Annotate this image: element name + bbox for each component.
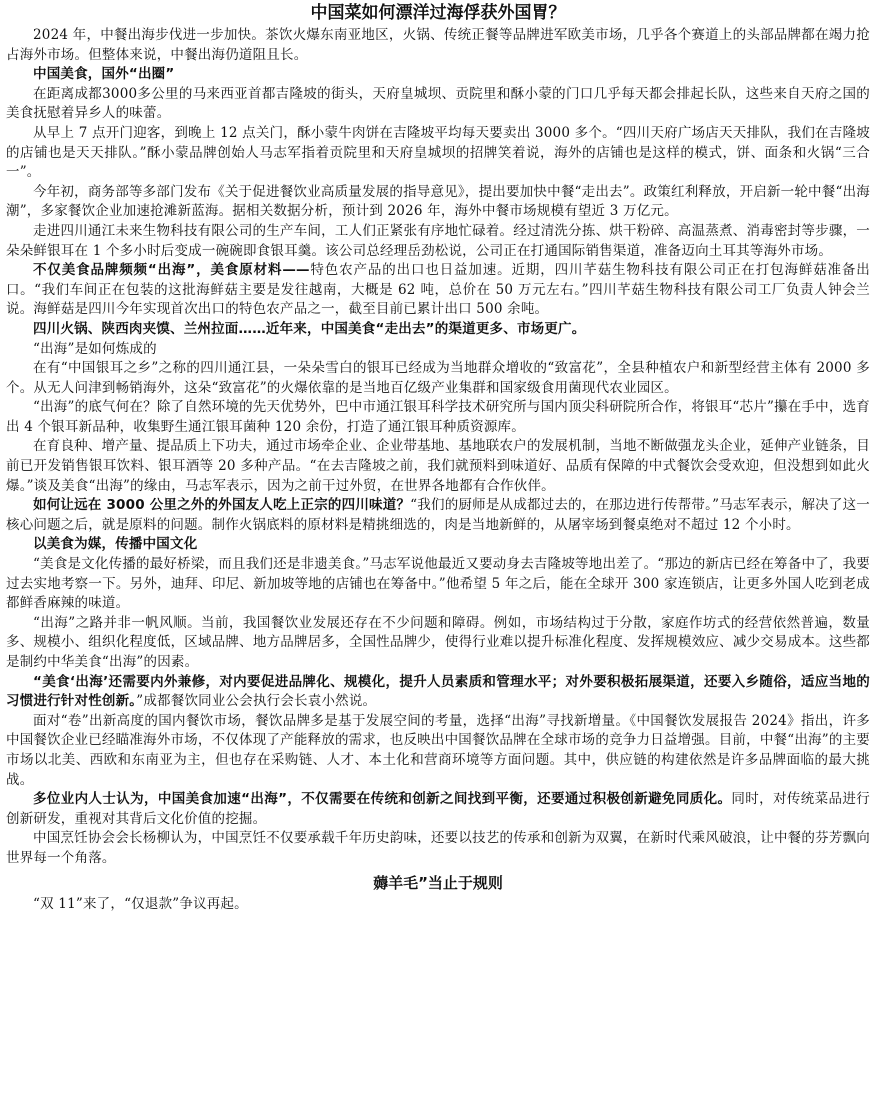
paragraph: “双 11”来了，“仅退款”争议再起。 [33,895,248,912]
paragraph: 今年初，商务部等多部门发布《关于促进餐饮业高质量发展的指导意见》，提出要加快中餐“走出去”。政策红利释放，开启新一轮中餐“出海潮”，多家餐饮企业加速抢滩新蓝海。据相关数据分析，预计到 2026 年，海外中餐市场规模有望近 3 万亿元。 [6,183,870,220]
bold-lead: “美食‘出海’还需要内外兼修，对内要促进品牌化、规模化，提升人员素质和管理水平；对外要积极拓展渠道，还要入乡随俗，适应当地的习惯进行针对性创新。 [6,673,870,710]
paragraph: 走进四川通江未来生物科技有限公司的生产车间，工人们正紧张有序地忙碌着。经过清洗分拣、烘干粉碎、高温蒸煮、消毒密封等步骤，一朵朵鲜银耳在 1 个多小时后变成一碗碗即食银耳羹。该公司总经理岳劲松说，公司正在打通国际销售渠道，准备迈向土耳其等海外市场。 [6,222,870,259]
paragraph [6,496,870,535]
section-heading: 以美食为媒，传播中国文化 [33,536,198,553]
paragraph: 在距离成都3000多公里的马来西亚首都吉隆坡的街头，天府皇城坝、贡院里和酥小蒙的门口几乎每天都会排起长队，这些来自天府之国的美食抚慰着异乡人的味蕾。 [6,85,870,122]
paragraph [6,261,870,320]
bold-lead: 不仅美食品牌频频“出海”，美食原材料—— [33,262,310,279]
paragraph [6,673,870,712]
paragraph: “出海”之路并非一帆风顺。当前，我国餐饮业发展还存在不少问题和障碍。例如，市场结构过于分散，家庭作坊式的经营依然普遍，数量多、规模小、组织化程度低，区域品牌、地方品牌居多，全国性品牌少，使得行业难以提升标准化程度、发挥规模效应、减少交易成本。这些都是制约中华美食“出海”的因素。 [6,614,870,670]
section-heading: 中国美食，国外“出圈” [33,66,175,83]
paragraph: “美食是文化传播的最好桥梁，而且我们还是非遗美食。”马志军说他最近又要动身去吉隆坡等地出差了。“那边的新店已经在筹备中了，我要过去实地考察一下。另外，迪拜、印尼、新加坡等地的店铺也在筹备中。”他希望 5 年之后，能在全球开 300 家连锁店，让更多外国人吃到老成都鲜香麻辣的味道。 [6,556,870,612]
paragraph-text: 特色农产品的出口也日益加速。近期，四川芊菇生物科技有限公司正在打包海鲜菇准备出口。“我们车间正在包装的这批海鲜菇主要是发往越南，大概是 62 吨，总价在 50 万元左右。”四川芊菇生物科技有限公司工厂负责人钟会兰说。海鲜菇是四川今年实现首次出口的特色农产品之一，截至目前已累计出口 500 余吨。 [6,262,870,318]
section-heading: “出海”是如何炼成的 [33,340,157,357]
paragraph: 从早上 7 点开门迎客，到晚上 12 点关门，酥小蒙牛肉饼在吉隆坡平均每天要卖出 3000 多个。“四川天府广场店天天排队，我们在吉隆坡的店铺也是天天排队。”酥小蒙品牌创始人马志军指着贡院里和天府皇城坝的招牌笑着说，海外的店铺也是这样的模式，饼、面条和火锅“三合一”。 [6,124,870,181]
paragraph: 中国烹饪协会会长杨柳认为，中国烹饪不仅要承载千年历史韵味，还要以技艺的传承和创新为双翼，在新时代乘风破浪，让中餐的芬芳飘向世界每一个角落。 [6,830,870,866]
paragraph: “出海”的底气何在？除了自然环境的先天优势外，巴中市通江银耳科学技术研究所与国内顶尖科研院所合作，将银耳“芯片”攥在手中，选育出 4 个银耳新品种，收集野生通江银耳菌种 120 余份，打造了通江银耳种质资源库。 [6,399,870,435]
article-title: 中国菜如何漂洋过海俘获外国胃？ [310,3,566,23]
bold-lead: 多位业内人士认为，中国美食加速“出海”，不仅需要在传统和创新之间找到平衡，还要通过积极创新避免同质化。 [33,791,732,808]
paragraph: 在育良种、增产量、提品质上下功夫，通过市场牵企业、企业带基地、基地联农户的发展机制，当地不断做强龙头企业，延伸产业链条，目前已开发销售银耳饮料、银耳酒等 20 多种产品。“在去吉隆坡之前，我们就预料到味道好、品质有保障的中式餐饮会受欢迎，但没想到如此火爆。”谈及美食“出海”的缘由，马志军表示，因为之前干过外贸，在世界各地都有合作伙伴。 [6,438,870,494]
paragraph-text: 同时，对传统菜品进行创新研发，重视对其背后文化价值的挖掘。 [6,791,871,827]
bold-lead: 如何让远在 3000 公里之外的外国友人吃上正宗的四川味道？ [33,497,411,514]
next-article-title: 薅羊毛”当止于规则 [373,873,503,892]
paragraph: 在有“中国银耳之乡”之称的四川通江县，一朵朵雪白的银耳已经成为当地群众增收的“致富花”，全县种植农户和新型经营主体有 2000 多个。从无人问津到畅销海外，这朵“致富花”的火爆依靠的是当地百亿级产业集群和国家级食用菌现代农业园区。 [6,360,870,396]
paragraph [6,790,870,829]
paragraph: 2024 年，中餐出海步伐进一步加快。茶饮火爆东南亚地区，火锅、传统正餐等品牌进军欧美市场，几乎各个赛道上的头部品牌都在竭力抢占海外市场。但整体来说，中餐出海仍道阻且长。 [6,27,870,63]
paragraph: 面对“卷”出新高度的国内餐饮市场，餐饮品牌多是基于发展空间的考量，选择“出海”寻找新增量。《中国餐饮发展报告 2024》指出，许多中国餐饮企业已经瞄准海外市场，不仅体现了产能释放的需求，也反映出中国餐饮品牌在全球市场的竞争力日益增强。目前，中餐“出海”的主要市场以北美、西欧和东南亚为主，但也存在采购链、人才、本土化和营商环境等方面问题。其中，供应链的构建依然是许多品牌面临的最大挑战。 [6,712,870,788]
paragraph-text: ”成都餐饮同业公会执行会长袁小然说。 [136,693,377,710]
bold-paragraph: 四川火锅、陕西肉夹馍、兰州拉面……近年来，中国美食“走出去”的渠道更多、市场更广。 [33,320,586,337]
paragraph-text: “我们的厨师是从成都过去的，在那边进行传帮带。”马志军表示，解决了这一核心问题之后，就是原料的问题。制作火锅底料的原材料是精挑细选的，肉是当地新鲜的，从屠宰场到餐桌绝对不超过 12 个小时。 [6,497,870,533]
